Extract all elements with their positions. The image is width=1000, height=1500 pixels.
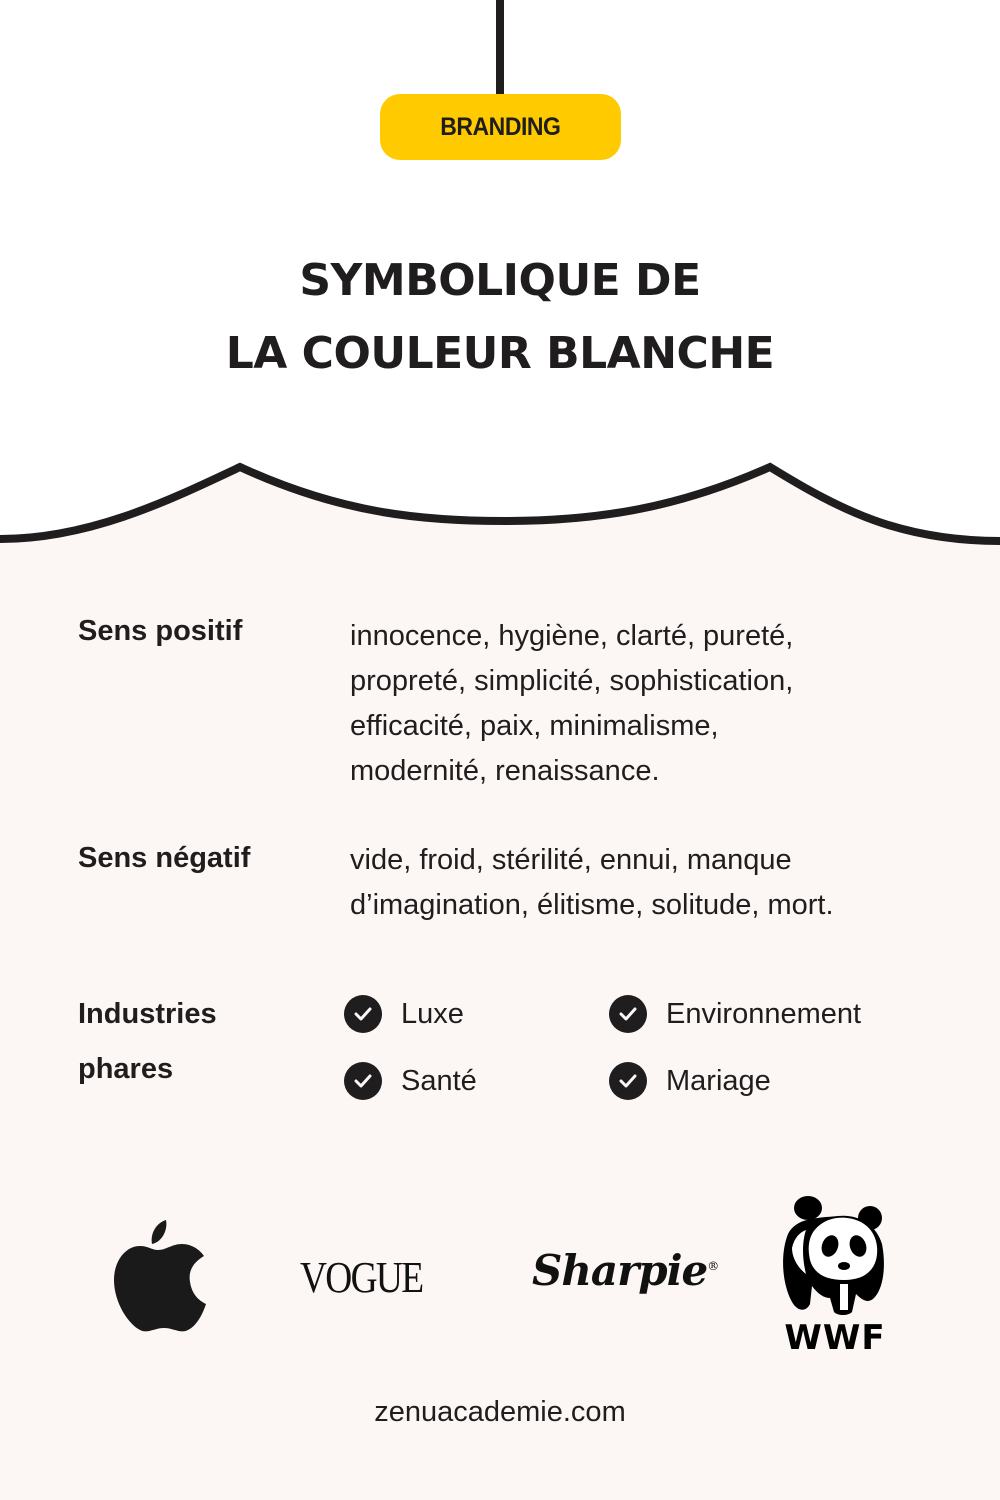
scalloped-divider (0, 455, 1000, 565)
sharpie-wordmark: Sharpie (532, 1246, 708, 1295)
industries-label (78, 987, 217, 1097)
check-circle-icon (609, 1062, 647, 1100)
wwf-wordmark: WWF (784, 1318, 886, 1358)
negative-meaning-text (350, 838, 950, 928)
positive-meaning-label: Sens positif (78, 615, 243, 647)
negative-meaning-label: Sens négatif (78, 842, 251, 874)
negative-line: d’imagination, élitisme, solitude, mort. (350, 889, 834, 921)
positive-line: efficacité, paix, minimalisme, (350, 710, 719, 742)
industry-label: Luxe (401, 997, 464, 1030)
wwf-panda-icon (778, 1194, 890, 1316)
positive-meaning-text (350, 614, 950, 794)
industry-item-mariage (609, 1062, 771, 1100)
positive-line: modernité, renaissance. (350, 755, 660, 787)
title-line-2: LA COULEUR BLANCHE (225, 328, 775, 379)
badge-label: BRANDING (440, 112, 561, 141)
industry-item-luxe (344, 995, 464, 1033)
positive-line: propreté, simplicité, sophistication, (350, 665, 794, 697)
positive-line: innocence, hygiène, clarté, pureté, (350, 620, 794, 652)
industry-label: Mariage (666, 1064, 771, 1097)
industry-item-environnement (609, 995, 861, 1033)
hanging-line (496, 0, 504, 96)
website-url: zenuacademie.com (374, 1396, 626, 1428)
category-badge (380, 94, 621, 160)
check-circle-icon (344, 1062, 382, 1100)
vogue-logo: VOGUE (300, 1253, 423, 1302)
industries-label-line: phares (78, 1053, 174, 1085)
title-line-1: SYMBOLIQUE DE (299, 255, 701, 306)
industries-label-line: Industries (78, 998, 217, 1030)
industry-label: Santé (401, 1064, 477, 1097)
page-title (0, 244, 1000, 390)
check-circle-icon (609, 995, 647, 1033)
industry-label: Environnement (666, 997, 862, 1030)
apple-logo-icon (112, 1218, 208, 1334)
industry-item-sante (344, 1062, 477, 1100)
sharpie-logo (532, 1246, 718, 1295)
check-circle-icon (344, 995, 382, 1033)
registered-mark: ® (707, 1259, 719, 1273)
negative-line: vide, froid, stérilité, ennui, manque (350, 844, 792, 876)
